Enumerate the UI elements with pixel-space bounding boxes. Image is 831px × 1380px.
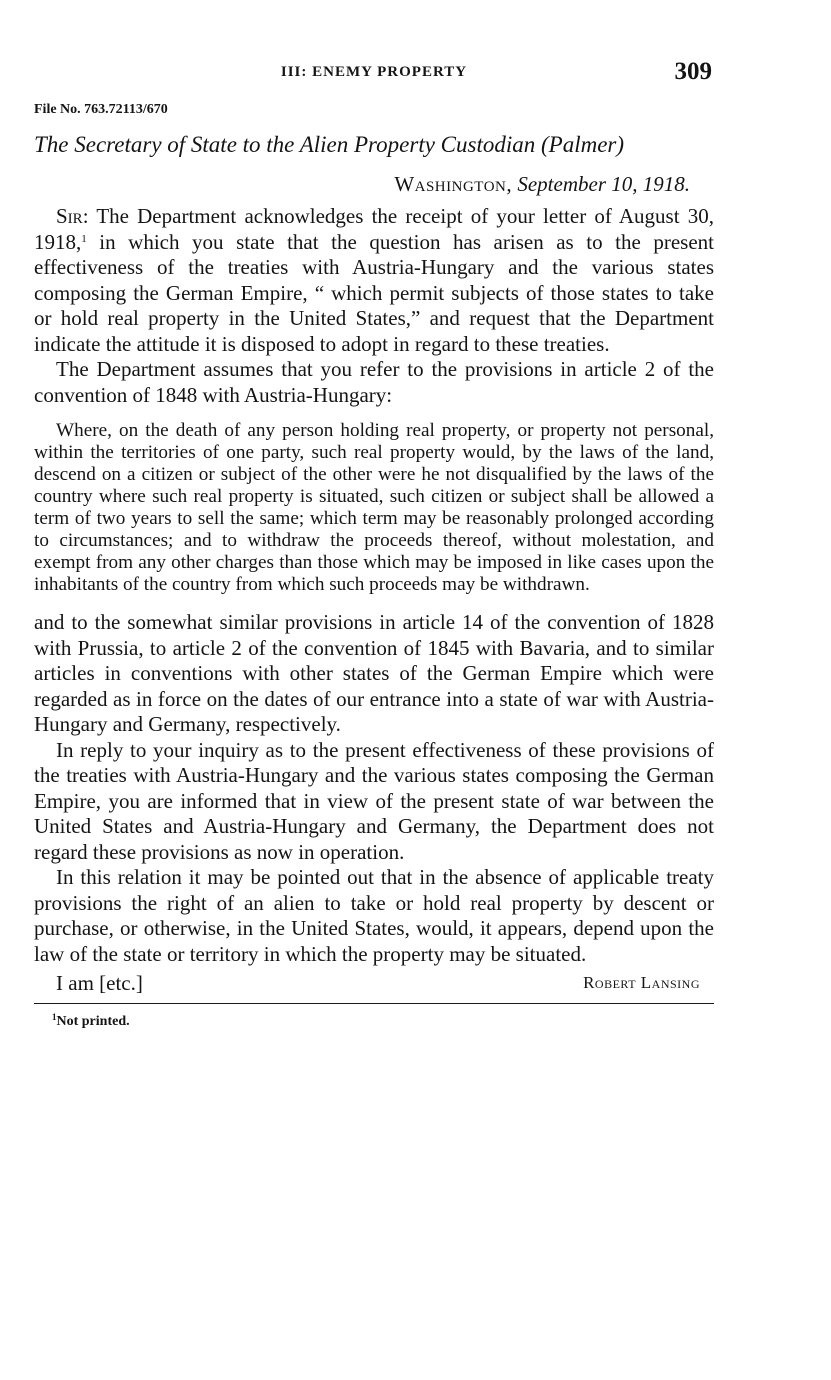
- letter-paragraph-4: In reply to your inquiry as to the present effectiveness of these provisions of the treaties with Austria-Hungary and the various states composing the German Empire, you are informed that in view of the present state of war between the United States and Austria-Hungary and Germany, the Department does not regard these provisions as now in operation.: [34, 737, 714, 864]
- dateline-place: Washington,: [394, 172, 513, 196]
- block-quote: Where, on the death of any person holding real property, or property not personal, within the territories of one party, such real property would, by the laws of the land, descend on a citizen or subject of the other were he not disqualified by the laws of the country where such real property is situated, such citizen or subject shall be allowed a term of two years to sell the same; which term may be reasonably prolonged according to circumstances; and to withdraw the proceeds thereof, without molestation, and exempt from any other charges than those which may be imposed in like cases upon the inhabitants of the country from which such proceeds may be withdrawn.: [34, 420, 714, 595]
- footnote-divider: [34, 1003, 714, 1004]
- footnote-text: Not printed.: [56, 1014, 130, 1029]
- letter-paragraph-1: [34, 204, 714, 357]
- closing-line: [34, 971, 714, 999]
- letter-paragraph-3: and to the somewhat similar provisions in article 14 of the convention of 1828 with Prussia, to article 2 of the convention of 1845 with Bavaria, and to similar articles in conventions with other states of the German Empire which were regarded as in force on the dates of our entrance into a state of war with Austria-Hungary and Germany, respectively.: [34, 610, 714, 736]
- complimentary-close: I am [etc.]: [56, 971, 143, 995]
- signature: Robert Lansing: [583, 973, 700, 992]
- document-page: [34, 58, 714, 1030]
- dateline: [34, 170, 714, 198]
- paragraph-1-text-b: in which you state that the question has arisen as to the present effectiveness of the treaties with Austria-Hungary and the various states composing the German Empire, “ which permit subjects of those states to take or hold real property in the United States,” and request that the Department indicate the attitude it is disposed to adopt in regard to these treaties.: [34, 229, 714, 356]
- file-number: File No. 763.72113/670: [34, 102, 168, 117]
- running-head: [34, 58, 714, 92]
- running-title: III: ENEMY PROPERTY: [280, 64, 468, 80]
- dateline-date: September 10, 1918.: [517, 172, 690, 196]
- document-heading: The Secretary of State to the Alien Property Custodian (Palmer): [34, 132, 625, 157]
- footnote-reference: 1: [81, 232, 87, 245]
- footnote: [34, 1014, 714, 1030]
- salutation: Sir: [56, 204, 83, 228]
- footnote-marker: 1: [52, 1012, 57, 1022]
- paragraph-1-text-a: : The Department acknowledges the receipt of your letter of August 30, 1918,: [34, 204, 714, 254]
- page-number: 309: [674, 58, 712, 85]
- letter-paragraph-2: The Department assumes that you refer to the provisions in article 2 of the convention of 1848 with Austria-Hungary:: [34, 357, 714, 407]
- letter-paragraph-5: In this relation it may be pointed out that in the absence of applicable treaty provisions the right of an alien to take or hold real property by descent or purchase, or otherwise, in the United States, would, it appears, depend upon the law of the state or territory in which the property may be situated.: [34, 865, 714, 966]
